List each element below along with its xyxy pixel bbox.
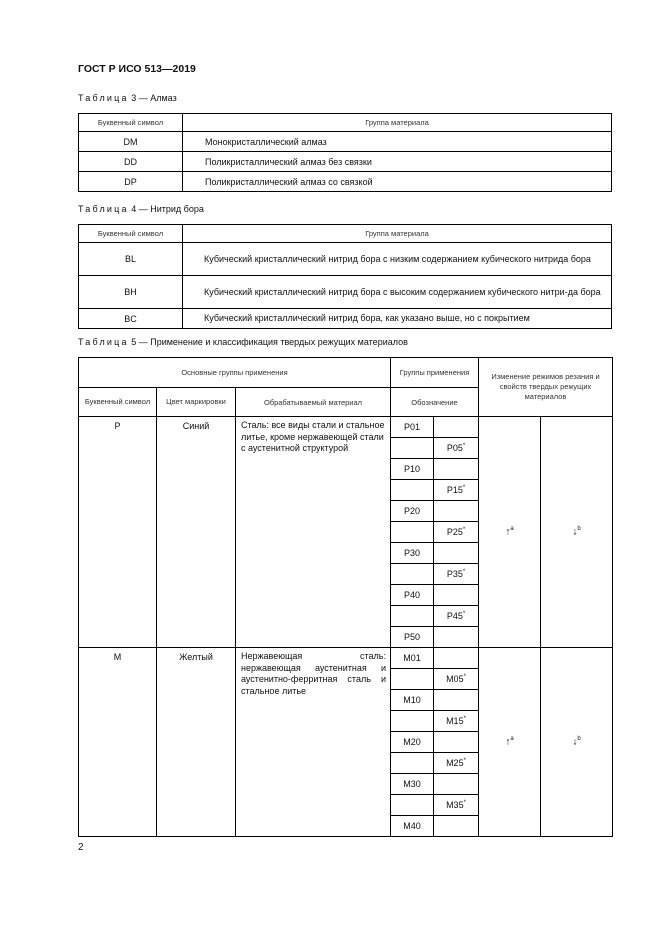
table3 [78,113,612,192]
footnote-b: b [577,526,581,533]
footnote-a: a [510,526,514,533]
table3-sym: DM [79,132,183,152]
table-row [79,172,612,192]
table4-group: Кубический кристаллический нитрид бора с низким содержанием кубического нитрида бора [183,243,612,276]
table3-sym: DP [79,172,183,192]
table3-sym: DD [79,152,183,172]
table-row [79,309,612,329]
footnote-b: b [577,736,581,743]
group-p-code: P30 [391,543,434,564]
table5-head-change: Изменение режимов резания и свойств твердых режущих материалов [479,358,613,417]
table-row [79,243,612,276]
table5-head-color: Цвет маркировки [157,388,236,417]
table5-caption [78,337,408,347]
group-p-code: P10 [391,459,434,480]
group-p-code: P45* [434,606,479,627]
group-p-code: P01 [391,417,434,438]
table3-group: Поликристаллический алмаз со связкой [183,172,612,192]
table-row [79,132,612,152]
group-m-code: M01 [391,648,434,669]
table-row [79,648,613,669]
table4-sym: BL [79,243,183,276]
group-p-up-arrow [479,417,541,648]
table5-caption-text: 5 — Применение и классификация твердых режущих материалов [131,337,408,347]
group-m-code: M20 [391,732,434,753]
table5-head-material: Обрабатываемый материал [236,388,391,417]
group-p-down-arrow [541,417,613,648]
table3-caption-text: 3 — Алмаз [131,93,177,103]
group-m-code: M40 [391,816,434,837]
group-p-symbol: P [79,417,157,648]
page-number: 2 [78,842,84,853]
table5-head-groups: Группы применения [391,358,479,388]
group-p-color: Синий [157,417,236,648]
group-p-code: P15* [434,480,479,501]
group-m-code: M35* [434,795,479,816]
group-m-code: M15* [434,711,479,732]
group-p-code: P40 [391,585,434,606]
table3-group: Поликристаллический алмаз без связки [183,152,612,172]
footnote-a: a [510,736,514,743]
table5-caption-prefix: Таблица [78,337,129,347]
group-p-code: P35* [434,564,479,585]
table-row [79,276,612,309]
table3-col-group: Группа материала [183,114,612,132]
table4 [78,224,612,329]
table3-caption [78,93,177,103]
table4-group: Кубический кристаллический нитрид бора, как указано выше, но с покрытием [183,309,612,329]
group-p-code: P50 [391,627,434,648]
table5-head-main: Основные группы применения [79,358,391,388]
table4-sym: BH [79,276,183,309]
group-m-code: M10 [391,690,434,711]
group-m-code: M30 [391,774,434,795]
table5-head-designation: Обозначение [391,388,479,417]
table3-caption-prefix: Таблица [78,93,129,103]
table3-col-symbol: Буквенный символ [79,114,183,132]
group-p-code: P20 [391,501,434,522]
group-p-material: Сталь: все виды стали и стальное литье, кроме нержавеющей стали с аустенитной структурой [236,417,391,648]
group-m-down-arrow [541,648,613,837]
arrow-up-icon: ↑ [505,736,511,748]
group-m-code: M25* [434,753,479,774]
table4-group: Кубический кристаллический нитрид бора с высоким содержанием кубического нитри-да бора [183,276,612,309]
table5-head-symbol: Буквенный символ [79,388,157,417]
table4-col-symbol: Буквенный символ [79,225,183,243]
table4-col-group: Группа материала [183,225,612,243]
arrow-down-icon: ↓ [572,526,578,538]
arrow-up-icon: ↑ [505,526,511,538]
table-row [79,152,612,172]
group-p-code: P05* [434,438,479,459]
group-m-color: Желтый [157,648,236,837]
table-row [79,417,613,438]
table4-caption [78,204,204,214]
group-m-up-arrow [479,648,541,837]
group-m-code: M05* [434,669,479,690]
table5 [78,357,613,837]
group-m-material: Нержавеющая сталь: нержавеющая аустенитная и аустенитно-ферритная сталь и стальное литье [236,648,391,837]
group-m-symbol: M [79,648,157,837]
table3-group: Монокристаллический алмаз [183,132,612,152]
document-header: ГОСТ Р ИСО 513—2019 [78,63,196,75]
table4-caption-prefix: Таблица [78,204,129,214]
arrow-down-icon: ↓ [572,736,578,748]
group-p-code: P25* [434,522,479,543]
table4-caption-text: 4 — Нитрид бора [131,204,204,214]
table4-sym: BC [79,309,183,329]
